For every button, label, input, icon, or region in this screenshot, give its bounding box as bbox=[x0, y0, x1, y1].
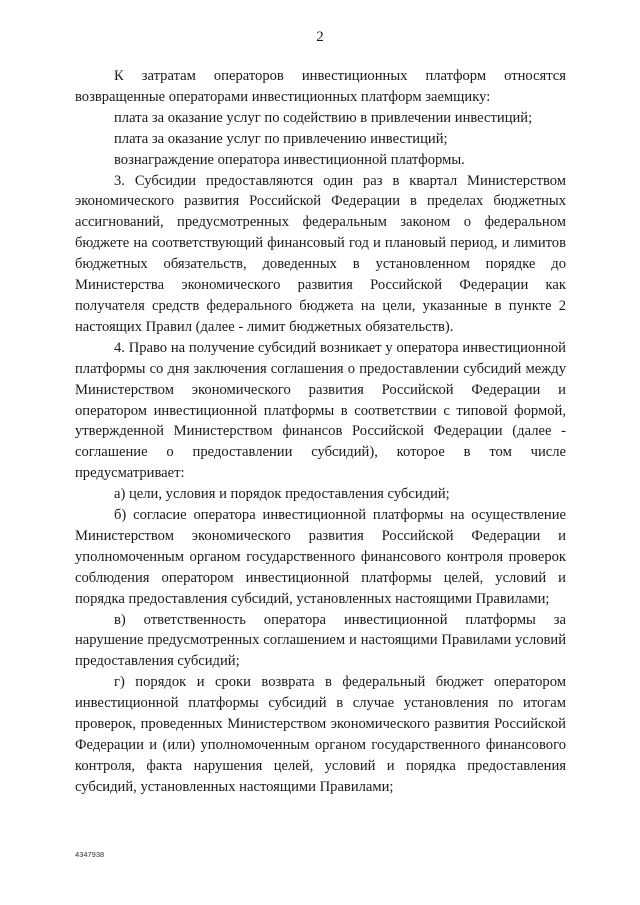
list-item-g: г) порядок и сроки возврата в федеральный бюджет оператором инвестиционной платформы субсидий в случае установления по итогам проверок, проведенных Министерством экономического развития Российской Федерации и (или) уполномоченным органом государственного финансового контроля, факта нарушения целей, условий и порядка предоставления субсидий, установленных настоящими Правилами; bbox=[75, 674, 566, 795]
document-body bbox=[75, 66, 566, 798]
paragraph-clause-4: 4. Право на получение субсидий возникает у оператора инвестиционной платформы со дня заключения соглашения о предоставлении субсидий между Министерством экономического развития Российской Федерации и оператором инвестиционной платформы в соответствии с типовой формой, утвержденной Министерством финансов Российской Федерации (далее - соглашение о предоставлении субсидий), которое в том числе предусматривает: bbox=[75, 339, 566, 482]
document-code: 4347938 bbox=[75, 850, 105, 859]
paragraph-clause-3: 3. Субсидии предоставляются один раз в квартал Министерством экономического развития Российской Федерации в пределах бюджетных ассигнований, предусмотренных федеральным законом о федеральном бюджете на соответствующий финансовый год и плановый период, и лимитов бюджетных обязательств, доведенных в установленном порядке до Министерства экономического развития Российской Федерации как получателя средств федерального бюджета на цели, указанные в пункте 2 настоящих Правил (далее - лимит бюджетных обязательств). bbox=[75, 172, 566, 335]
list-item-a: а) цели, условия и порядок предоставления субсидий; bbox=[114, 486, 450, 503]
list-item-fee-assistance: плата за оказание услуг по содействию в привлечении инвестиций; bbox=[114, 109, 533, 126]
page-number: 2 bbox=[316, 29, 324, 45]
list-item-operator-reward: вознаграждение оператора инвестиционной платформы. bbox=[114, 151, 465, 168]
list-item-fee-attraction: плата за оказание услуг по привлечению инвестиций; bbox=[114, 130, 448, 147]
paragraph-costs-intro: К затратам операторов инвестиционных платформ относятся возвращенные операторами инвестиционных платформ заемщику: bbox=[75, 68, 566, 105]
list-item-b: б) согласие оператора инвестиционной платформы на осуществление Министерством экономического развития Российской Федерации и уполномоченным органом государственного финансового контроля проверок соблюдения оператором инвестиционной платформы целей, условий и порядка предоставления субсидий, установленных настоящими Правилами; bbox=[75, 507, 566, 607]
list-item-v: в) ответственность оператора инвестиционной платформы за нарушение предусмотренных соглашением и настоящими Правилами условий предоставления субсидий; bbox=[75, 611, 566, 670]
